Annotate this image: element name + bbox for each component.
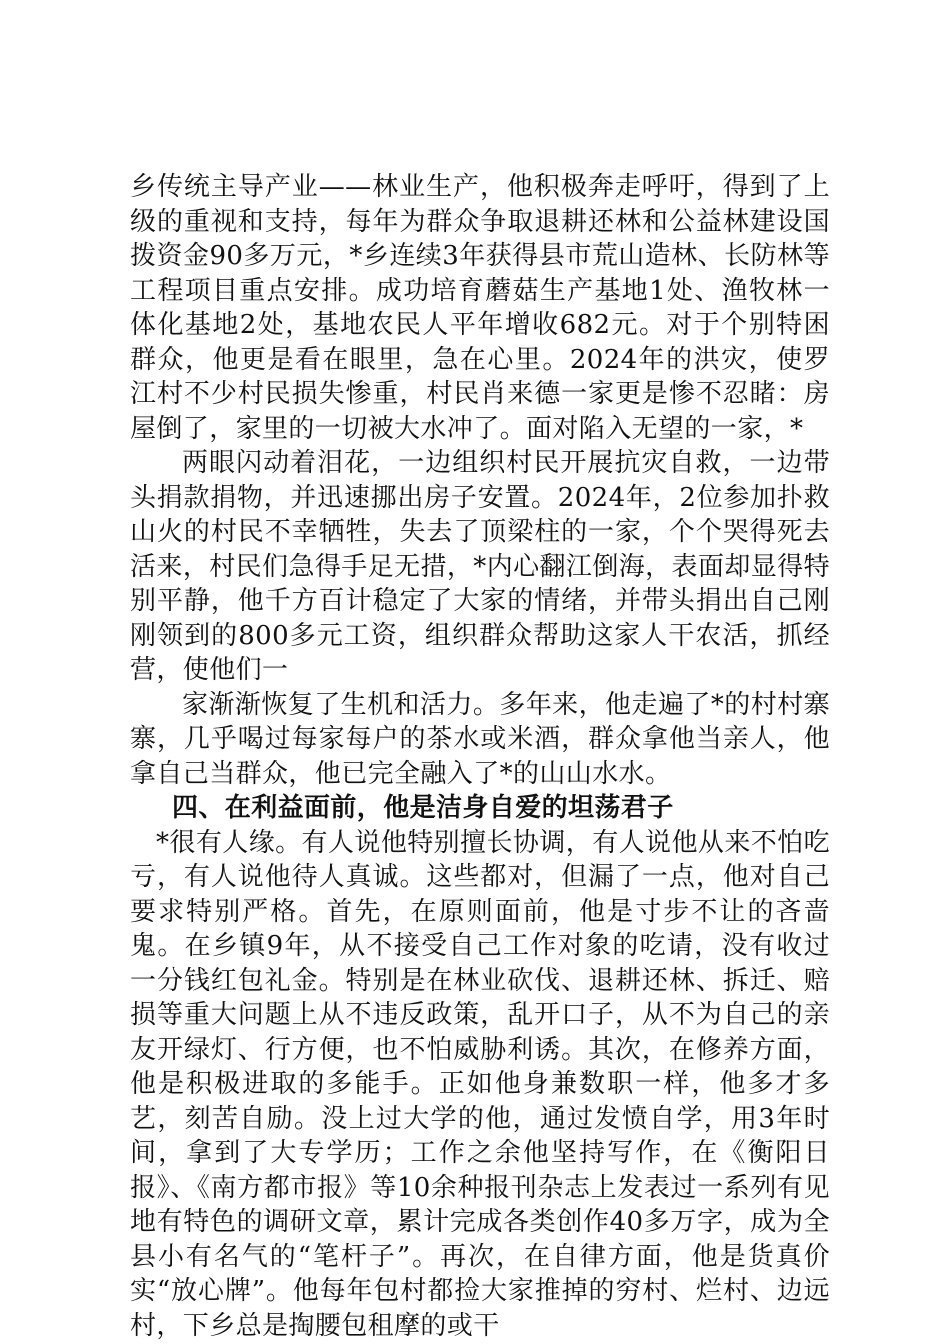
paragraph-integrity: *很有人缘。有人说他特别擅长协调，有人说他从来不怕吃亏，有人说他待人真诚。这些都对，但漏了一点，他对自己要求特别严格。首先，在原则面前，他是寸步不让的吝啬鬼。在乡镇9年，从不接受自己工作对象的吃请，没有收过一分钱红包礼金。特别是在林业砍伐、退耕还林、拆迁、赔损等重大问题上从不违反政策，乱开口子，从不为自己的亲友开绿灯、行方便，也不怕威胁利诱。其次，在修养方面，他是积极进取的多能手。正如他身兼数职一样，他多才多艺，刻苦自励。没上过大学的他，通过发愤自学，用3年时间，拿到了大专学历；工作之余他坚持写作，在《衡阳日报》、《南方都市报》等10余种报刊杂志上发表过一系列有见地有特色的调研文章，累计完成各类创作40多万字，成为全县小有名气的“笔杆子”。再次，在自律方面，他是货真价实“放心牌”。他每年包村都捡大家推掉的穷村、烂村、边远村，下乡总是掏腰包租摩的或干 [130, 827, 830, 1341]
paragraph-recovery: 家渐渐恢复了生机和活力。多年来，他走遍了*的村村寨寨，几乎喝过每家每户的茶水或米酒，群众拿他当亲人，他拿自己当群众，他已完全融入了*的山山水水。 [130, 689, 830, 789]
document-body [130, 170, 830, 1343]
section-heading: 四、在利益面前，他是洁身自爱的坦荡君子 [172, 793, 674, 823]
paragraph-disaster-relief: 两眼闪动着泪花，一边组织村民开展抗灾自救，一边带头捐款捐物，并迅速挪出房子安置。2024年，2位参加扑救山火的村民不幸牺牲，失去了顶梁柱的一家，个个哭得死去活来，村民们急得手足无措，*内心翻江倒海，表面却显得特别平静，他千方百计稳定了大家的情绪，并带头捐出自己刚刚领到的800多元工资，组织群众帮助这家人干农活，抓经营，使他们一 [130, 448, 830, 685]
paragraph-forestry: 乡传统主导产业——林业生产，他积极奔走呼吁，得到了上级的重视和支持，每年为群众争取退耕还林和公益林建设国拨资金90多万元，*乡连续3年获得县市荒山造林、长防林等工程项目重点安排。成功培育蘑菇生产基地1处、渔牧林一体化基地2处，基地农民人平年增收682元。对于个别特困群众，他更是看在眼里，急在心里。2024年的洪灾，使罗江村不少村民损失惨重，村民肖来德一家更是惨不忍睹：房屋倒了，家里的一切被大水冲了。面对陷入无望的一家，* [130, 172, 830, 444]
